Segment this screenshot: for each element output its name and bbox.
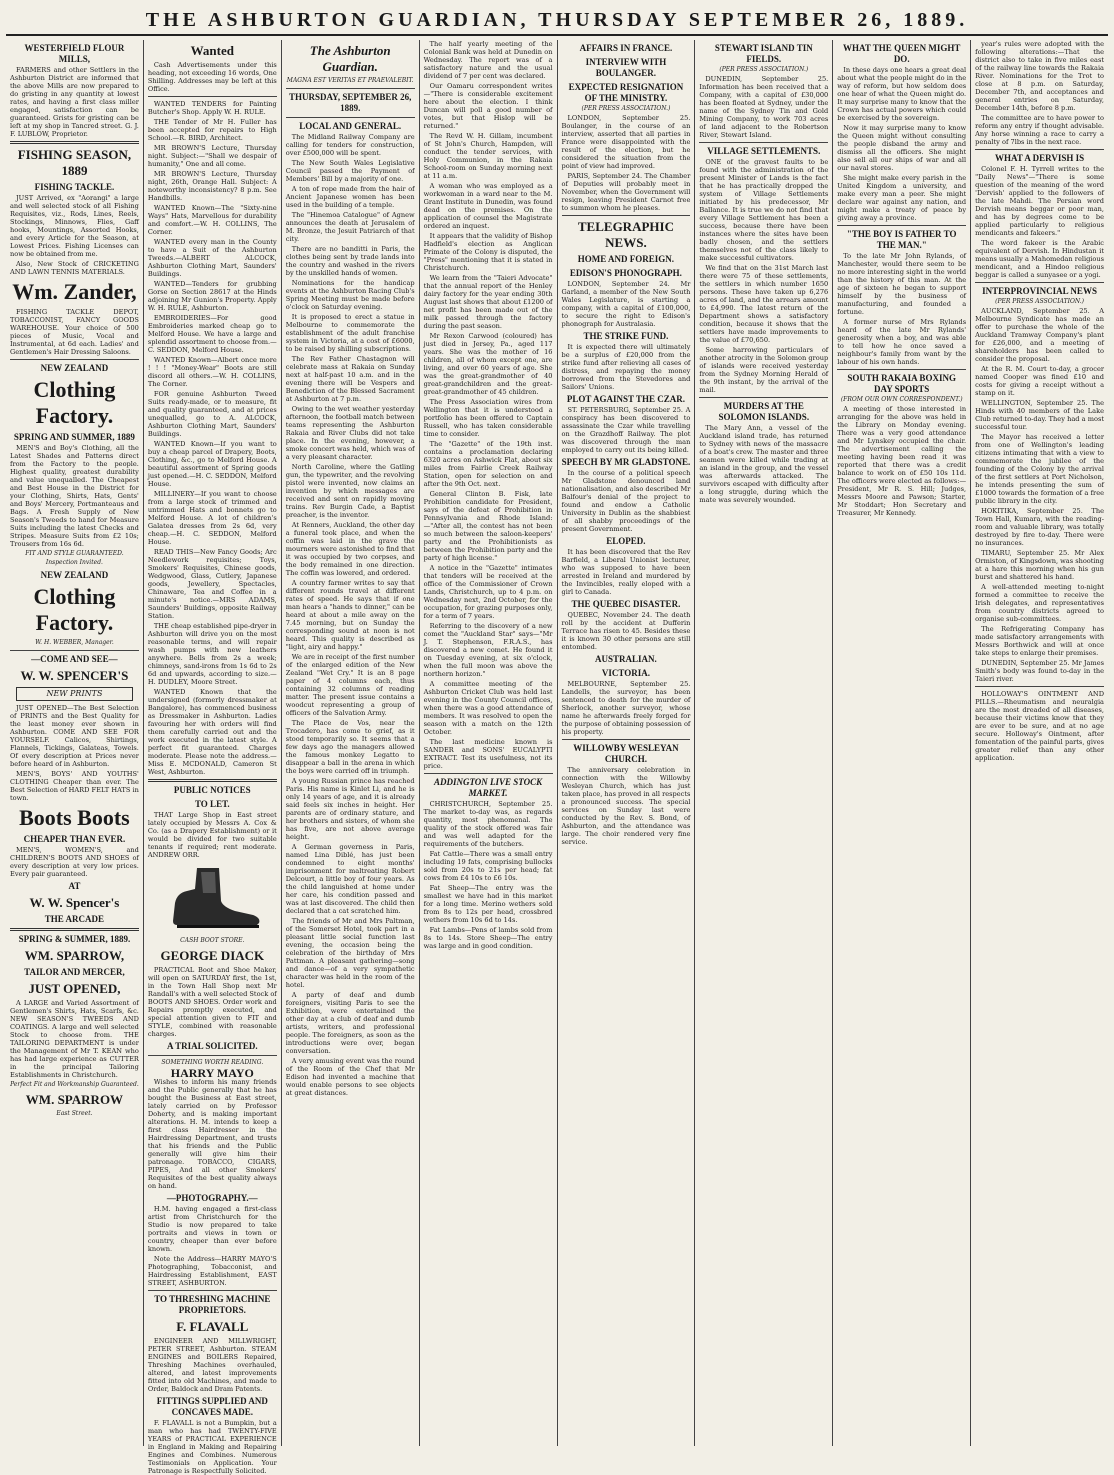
village-heading: VILLAGE SETTLEMENTS. [707,146,821,156]
divider [286,117,415,118]
news-item: It has been discovered that the Rev Barfield, a Liberal Unionist lecturer, who was supposed to have been arrested in Ireland and murdered by the Invincibles, really eloped with a girl to Canada. [561,548,691,596]
zander-name: Wm. Zander, [12,279,137,304]
news-item: General Clinton B. Fisk, late Prohibition candidate for President, says of the defeat of Prohibition in Pennsylvania and Rhode Island:—"After all, the contest has not been so much between the saloon-keepers' party and the Prohibitionists as between the Prohibition party and the party of high license." [423,490,553,562]
affairs-france-heading: AFFAIRS IN FRANCE. [579,43,673,53]
press-association: (PER PRESS ASSOCIATION.) [995,298,1084,305]
news-item: A well-attended meeting to-night formed a committee to receive the Irish delegates, and representatives from country districts agreed to organise sub-committees. [975,583,1104,623]
flour-mills-heading: WESTERFIELD FLOUR MILLS, [24,43,125,64]
sports-heading: SOUTH RAKAIA BOXING DAY SPORTS [847,373,956,394]
news-item: There are no banditti in Paris, the clothes being sent by trade lands into the country and washed in the rivers by the unskilled hands of women. [285,245,415,277]
mens-clothing-text: MEN'S and Boy's Clothing, all the Latest Shades and Patterns direct from the Factory to the people. Highest quality, greatest durability and value unequalled. The Cheapest and Best House in the District for your Clothing, Shirts, Hats, Gents' and Boys' Mercery, Portmanteaus and Bags. A Fresh Supply of New Season's Tweeds to hand for Measure Suits including the latest Checks and Stripes. Measure Suits from £2 10s; Trousers from 16s 6d. [10,444,139,548]
public-notices-heading: PUBLIC NOTICES [173,785,251,795]
news-item: A very amusing event was the round of the Room of the Chef that Mr Edison had invented a machine that would enable persons to see objects at great distances. [285,1057,415,1097]
article-paragraph: ONE of the gravest faults to be found with the administration of the present Minister of Lands is the fact that he has practically dropped the system of Village Settlements initiated by his predecessor, Mr Ballance. It is true we do not find that every Village Settlement has been a success, because there have been instances where the sites have been badly chosen, and the settlers themselves not of the class likely to make successful cultivators. [699,158,829,262]
news-item: The New South Wales Legislative Council passed the Payment of Members' Bill by a majority of one. [285,159,415,183]
divider [286,88,415,89]
clothing-factory-heading-2: Clothing Factory. [33,584,116,635]
news-item: The "Hinemoa Catalogue" of Agnew announces the death at Jerusalem of M. Bronze, the Jesuit Patriarch of that city. [285,211,415,243]
wanted-ad-12: MILLINERY—If you want to choose from a large stock of trimmed and untrimmed Hats and bonnets go to Melford House. A lot of children's Galatea dresses from 2s 6d, very cheap.—H. C. SEDDON, Melford House. [147,490,277,546]
spring-summer-heading: SPRING AND SUMMER, 1889 [13,432,135,442]
murders-heading: MURDERS AT THE SOLOMON ISLANDS. [718,401,810,422]
article-paragraph: Some harrowing particulars of another atrocity in the Solomon group of islands were received yesterday from the Sydney Morning Herald of the 9th instant, by the arrival of the mail. [699,346,829,394]
article-paragraph: year's rules were adopted with the following alterations:—That the district also to take in five miles east of the railway line towards the Rakaia River. Nominations for the Trot to close at 8 p.m. on Saturday, December 7th, and acceptances and general entries on Saturday, December 14th, before 8 p.m. [975,40,1104,112]
flavall-name: F. FLAVALL [176,1319,249,1334]
gladstone-heading: SPEECH BY MR GLADSTONE. [561,457,691,467]
divider [148,779,277,782]
fittings-heading: FITTINGS SUPPLIED AND CONCAVES MADE. [156,1396,268,1417]
wanted-ad-1: WANTED TENDERS for Painting Butcher's Shop. Apply W. H. RULE. [147,100,277,116]
quebec-heading: THE QUEBEC DISASTER. [571,599,681,609]
flour-mills-text: FARMERS and other Settlers in the Ashburton District are informed that the above Mills are now prepared to do gristing in any quantity at lowest rates, and having a first class miller engaged, satisfaction can be guaranteed. Grists for gristing can be left at my shop in Tancred street. G. J. F. LUBLOW, Proprietor. [10,66,139,138]
news-item: It appears that the validity of Bishop Hadfield's election as Anglican Primate of the Colony is disputed, the "Press" mentioning that it is stated in Christchurch. [423,232,553,272]
diack-text: PRACTICAL Boot and Shoe Maker, will open on SATURDAY first, the 1st, in the Town Hall Shop next Mr Randall's with a well selected Stock of BOOTS AND SHOES. Order work and Repairs promptly executed, and special attention given to FIT and STYLE, combined with reasonable charges. [147,966,277,1038]
news-item: A party of deaf and dumb foreigners, visiting Paris to see the Exhibition, were entertained the other day at a club of deaf and dumb artists, writers, and professional people. The foreigners, as soon as the introductions were over, began conversation. [285,991,415,1055]
fishing-tackle-text: JUST Arrived, ex "Aorangi" a large and well selected stock of all Fishing Requisites, viz., Rods, Lines, Reels, Stockings, Minnows, Flies, Gaff hooks, Mountings, Assorted Hooks, and every Article for the Season, at Lowest Prices. Fishing Licenses can now be obtained from me. [10,194,139,258]
wanted-ad-8: EMBROIDERIES—For good Embroideries marked cheap go to Melford House. We have a large and splendid assortment to choose from.—C. SEDDON, Melford House. [147,314,277,354]
diack-name: GEORGE DIACK [160,948,265,963]
wanted-ad-6: WANTED every man in the County to have a Suit of the Ashburton Tweeds.—ALBERT ALCOCK, Ashburton Clothing Mart, Saunders' Buildings. [147,238,277,278]
column-8 [971,40,1108,1446]
news-item: The Midland Railway Company are calling for tenders for construction, over £500,000 will be spent. [285,133,415,157]
paper-name: The Ashburton Guardian. [309,43,391,74]
news-item: Our Oamaru correspondent writes—"There is considerable excitement here about the election. I think Duncan will poll a good number of votes, but that Hislop will be returned." [423,82,553,130]
column-3 [282,40,420,1446]
wanted-ad-5: WANTED Known—The "Sixty-nine Ways" Hats, Marvellous for durability and comfort.—W. H. COLLINS, The Corner. [147,204,277,236]
addington-heading: ADDINGTON LIVE STOCK MARKET. [433,777,543,798]
perfect-fit: Perfect Fit and Workmanship Guaranteed. [10,1081,139,1088]
clothing-factory-heading: Clothing Factory. [33,377,116,428]
news-item: A woman who was employed as a workwoman in a ward near to the M. Grant Institute in Dunedin, was found dead on the premises. On the application of counsel the Magistrate ordered an inquest. [423,182,553,230]
divider [10,650,139,651]
news-item: The "Gazette" of the 19th inst. contains a proclamation declaring 6320 acres on Ashwick Flat, about six miles from Fairlie Creek Railway Station, open for selection on and after the 9th Oct. next. [423,440,553,488]
to-let-text: THAT Large Shop in East street lately occupied by Messrs A. Cox & Co. (as a Drapery Establishment) or it would be divided for two suitable tenants if required; rent moderate. ANDREW ORR. [147,811,277,859]
divider [562,739,691,740]
article-paragraph: A former nurse of Mrs Rylands heard of the late Mr Rylands' generosity when a boy, and was able to tell how he once saved a neighbour's family from want by the labour of his own hands. [837,318,967,366]
nz-heading: NEW ZEALAND [40,363,109,373]
news-item: DUNEDIN, September 25. Information has been received that a Company, with a capital of £30,000 has been floated at Sydney, under the name of the Sydney Tin and Gold Mining Company, to work 703 acres of land adjacent to the Robertson River, Stewart Island. [699,75,829,139]
divider [975,149,1104,150]
news-item: It is proposed to erect a statue in Melbourne to commemorate the establishment of the adult franchise system in Victoria, at a cost of £6000, to be raised by shilling subscriptions. [285,313,415,353]
sparrow-text: A LARGE and Varied Assortment of Gentlemen's Shirts, Hats, Scarfs, &c. NEW SEASON'S TWEEDS AND COATINGS. A large and well selected Stock to choose from. THE TAILORING DEPARTMENT is under the Management of Mr T. KEAN who has had large experience as CUTTER in the principal Tailoring Establishments in Christchurch. [10,999,139,1079]
queen-heading: WHAT THE QUEEN MIGHT DO. [843,43,961,64]
divider [837,369,966,370]
manager-name: W. H. WEBBER, Manager. [35,639,114,646]
flavall-text: ENGINEER AND MILLWRIGHT, PETER STREET, Ashburton. STEAM ENGINES and BOILERS Repaired, Threshing Machines overhauled, altered, and latest improvements fitted into old Machines, and made to Order, Baldock and Dram Patents. [147,1337,277,1393]
cricket-text: Also, New Stock of CRICKETING AND LAWN TENNIS MATERIALS. [10,260,139,276]
news-item: PARIS, September 24. The Chamber of Deputies will probably meet in November, when the Government will resign, leaving President Carnot free to summon whom he pleases. [561,172,691,212]
article-paragraph: A meeting of those interested in arranging for the above was held in the Library on Monday evening. There was a very good attendance and Mr Lynskey occupied the chair. The advertisement calling the meeting having been read it was reported that there was a credit balance to work on of £50 10s 11d. The officers were elected as follows:—President, Mr R. S. Hill; Judges, Messrs Moore and Pawson; Starter, Mr Stoddart; Hon Secretary and Treasurer, Mr Kennedy. [837,405,967,517]
fishing-season-heading: FISHING SEASON, 1889 [17,147,132,178]
article-paragraph: The Mary Ann, a vessel of the Auckland island trade, has returned to Sydney with news of the massacre of a boat's crew. The master and three seamen were killed while trading at an island in the group, and the vessel was afterwards attacked. The survivors escaped with difficulty after a long struggle, during which the mate was severely wounded. [699,424,829,504]
news-item: MELBOURNE, September 25. Landells, the surveyor, has been sentenced to death for the murder of Sherlock, another surveyor, whose name he afterwards freely forged for the purpose of obtaining possession of his property. [561,680,691,736]
article-paragraph: To the late Mr John Rylands, of Manchester, would there seem to be no more interesting sight in the world than the history of this man. At the age of sixteen he began to support himself by the business of manufacturing, and founded a fortune. [837,252,967,316]
at-label: AT [68,881,81,891]
news-item: The Place de Vos, near the Trocadero, has come to grief, as it stood temporarily so. It seems that a few days ago the managers allowed the famous monkey Legatto to disappear a ball in the arena in which the boys were carried off in triumph. [285,719,415,775]
news-item: The Revd W. H. Gillam, incumbent of St John's Church, Hampden, will conduct the tender services, with Holy Communion, in the Rakaia School-room on Sunday morning next at 11 a.m. [423,132,553,180]
to-let-heading: TO LET. [194,799,230,809]
masthead [6,6,1108,36]
wanted-heading: Wanted [190,43,234,58]
news-item: At Renners, Auckland, the other day a funeral took place, and when the coffin was laid in the grave the mourners were astonished to find that it was occupied by two corpses, and the body remained in one direction. The coffin was lowered, and ordered. [285,521,415,577]
news-item: HOKITIKA, September 25. The Town Hall, Kumara, with the reading-room and valuable library, was totally destroyed by fire to-day. There were no insurances. [975,507,1104,547]
column-7 [833,40,971,1446]
divider [10,359,139,360]
article-paragraph: In these days one hears a great deal about what the people might do in the way of reform, but how seldom does one hear of what the Queen might do. It may surprise many to know that the Crown has actual powers which could be exercised by the sovereign. [837,66,967,122]
article-paragraph: The committee are to have power to reform any entry if thought advisable. Any horse winning a race to carry a penalty of 7lbs in the next race. [975,114,1104,146]
wanted-ad-2: THE Tender of Mr H. Fuller has been accepted for repairs to High School.—R. BIRD, Architect. [147,118,277,142]
boots-heading: Boots Boots [19,805,130,830]
issue-date: THURSDAY, SEPTEMBER 26, 1889. [289,92,412,113]
divider [699,142,828,143]
news-item: The Refrigerating Company has made satisfactory arrangements with Messrs Borthwick and will at once take steps to enlarge their premises. [975,625,1104,657]
zander-text: FISHING TACKLE DEPOT, TOBACCONIST, FANCY GOODS WAREHOUSE. Your choice of 500 pieces of Music, Vocal and Instrumental, at 6d each. Ladies' and Gentlemen's Hair Dressing Saloons. [10,308,139,356]
mayo-text: Wishes to inform his many friends and the Public generally that he has bought the Business at East street, lately carried on by Professor Doherty, and is making important alterations. H. M. intends to keep a first class Hairdresser in the Hairdressing Department, and trusts that his friends and the Public generally will give him their patronage. TOBACCO, CIGARS, PIPES, And all other Smokers' Requisites of the best quality always on hand. [147,1078,277,1190]
interprovincial-heading: INTERPROVINCIAL NEWS [982,286,1097,296]
market-item: Fat Lambs—Pens of lambs sold from 8s to 14s. Store Sheep—The entry was large and in good condition. [423,926,553,950]
just-opened-heading: JUST OPENED, [28,981,121,996]
boot-illustration [157,863,267,933]
wanted-ad-7: WANTED—Tenders for grubbing Gorse on Section 28617 at the Hinds adjoining Mr Gunion's Property. Apply W. H. RULE, Ashburton. [147,280,277,312]
divider [148,1055,277,1056]
interview-heading: INTERVIEW WITH BOULANGER. [585,57,667,78]
news-item: Mr Rexon Carwood (coloured) has just died in Jersey, Pa., aged 117 years. She was the mother of 16 children, all of whom except one, are living, and over 60 years of age. She was the great-grandmother of 40 great-grandchildren and the great-great-grandmother of 45 children. [423,332,553,396]
cheaper-heading: CHEAPER THAN EVER. [23,834,126,844]
divider [975,686,1104,687]
mayo-address: Note the Address—HARRY MAYO'S Photographing, Tobacconist, and Hairdressing Establishment, EAST STREET, ASHBURTON. [147,1255,277,1287]
divider [10,141,139,144]
news-item: TIMARU, September 25. Mr Alex Ormiston, of Kingsdown, was shooting at a hare this morning when his gun burst and shattered his hand. [975,549,1105,581]
home-foreign-heading: HOME AND FOREIGN. [577,254,675,264]
news-item: A ton of rope made from the hair of Ancient Japanese women has been used in the building of a temple. [285,185,415,209]
column-2 [144,40,282,1475]
divider [148,1290,277,1291]
fit-guarantee: FIT AND STYLE GUARANTEED. [25,550,124,557]
column-1 [6,40,144,1446]
divider [562,215,691,216]
news-item: Owing to the wet weather yesterday afternoon, the football match between teams representing the Ashburton Rakaia and River Clubs did not take place. In the evening, however, a smoke concert was held, which was of a very pleasant character. [285,405,415,461]
cash-ads-text: Cash Advertisements under this heading, not exceeding 16 words, One Shilling. Addresses may be left at this Office. [147,61,277,93]
czar-heading: PLOT AGAINST THE CZAR. [566,394,685,404]
article-paragraph: She might make every parish in the United Kingdom a university, and make every man a peer. She might declare war against any nation, and might make a treaty of peace by giving away a province. [837,174,967,222]
strike-heading: THE STRIKE FUND. [583,331,669,341]
press-association: (PER PRESS ASSOCIATION.) [719,66,809,73]
wanted-ad-10: FOR genuine Ashburton Tweed Suits ready-made, or to measure, fit and quality guaranteed, and at prices unequalled, go to A. ALCOCK, Ashburton Clothing Mart, Saunders' Buildings. [147,390,277,438]
eloped-heading: ELOPED. [606,536,646,546]
stewart-heading: STEWART ISLAND TIN FIELDS. [714,43,813,64]
sparrow-name: WM. SPARROW, [24,948,125,963]
nz-heading-2: NEW ZEALAND [40,570,109,580]
own-correspondent: (FROM OUR OWN CORRESPONDENT.) [840,396,963,403]
local-general-heading: LOCAL AND GENERAL. [299,121,402,131]
news-item: A young Russian prince has reached Paris. His name is Kinlet Li, and he is only 14 years of age, and it is already said feels six inches in height. Her parents are of ordinary stature, and her brothers and sisters, of whom she has five, are not above average height. [285,777,415,841]
divider [837,225,966,226]
news-item: A German governess in Paris, named Lina Diblé, has just been condemned to eight months' imprisonment for maltreating Robert Delcourt, a little boy of four years. As the child languished at home under her care, his condition passed and was at last discovered. The child then declared that a cat scratched him. [285,843,415,915]
divider [10,928,139,931]
spencer-name: W. W. SPENCER'S [20,668,129,683]
press-association: (PER PRESS ASSOCIATION.) [581,105,671,112]
news-item: ST. PETERSBURG, September 25. A conspiracy has been discovered to assassinate the Czar while travelling on the Grazdhoff Railway. The plot was discovered through the man employed to carry out its being killed. [561,406,691,454]
news-item: The friends of Mr and Mrs Paltman, of the Somerset Hotel, took part in a pleasant little social function last evening, the occasion being the celebration of the birthday of Mrs Pattman. A pleasant gathering—song and dance—of a very sympathetic character was held in the room of the hotel. [285,917,415,989]
column-5 [558,40,696,1446]
article-paragraph: Colonel F. H. Tyrrell writes to the "Daily News"—"There is some question of the meaning of the word 'Dervish' applied to the followers of the late Mahdi. The Persian word Dervish means beggar or poor man, and has by degrees come to be applied particularly to religious mendicants and fakeers." [975,165,1104,237]
photography-text: H.M. having engaged a first-class artist from Christchurch for the Studio is now prepared to take portraits and views in town or country, cheaper than ever before known. [147,1205,277,1253]
news-item: AUCKLAND, September 25. A Melbourne Syndicate has made an offer to purchase the whole of the Auckland Tramway Company's plant for £26,000, and a meeting of shareholders has been called to consider the proposal. [975,307,1104,363]
dervish-heading: WHAT A DERVISH IS [994,153,1085,163]
paper-motto: MAGNA EST VERITAS ET PRAEVALEBIT. [286,77,414,84]
willowby-heading: WILLOWBY WESLEYAN CHURCH. [573,743,679,764]
news-item: A country farmer writes to say that different rounds travel at different rates of speed. He says that if one man hears a "hands to dinner," can be heard at about a mile away on the 7.45 morning, but on Sunday the corresponding sound at noon is not heard. This quality is described as "light, airy and happy." [285,579,415,651]
market-item: Fat Cattle—There was a small entry including 19 fats, comprising bullocks sold from 20s to 21s per head; fat cows from £4 10s to £6 10s. [423,850,553,882]
threshing-heading: TO THRESHING MACHINE PROPRIETORS. [154,1294,271,1315]
article-paragraph: The word fakeer is the Arabic equivalent of Dervish. In Hindustan it means usually a Mahomedan religious mendicant, and a Hindoo religious beggar is called a sunyasee or a yogi. [975,239,1104,279]
trial-solicited: A TRIAL SOLICITED. [167,1041,258,1051]
news-item: North Caroline, where the Gatling gun, the typewriter, and the revolving pistol were invented, now claims an invention by which messages are received and sent on rapidly moving trains. Rev Burgin Cade, a Baptist preacher, is the inventor. [285,463,415,519]
market-item: CHRISTCHURCH, September 25. The market to-day was, as regards quantity, most phenomenal. The quality of the stock offered was fair and was well adapted for the requirements of the butchers. [423,800,553,848]
news-item: LONDON, September 25. Boulanger, in the course of an interview, asserted that all parties in France were disappointed with the result of the election, but he considered the situation from the point of view had improved. [561,114,691,170]
divider [148,96,277,97]
telegraphic-heading: TELEGRAPHIC NEWS. [577,219,674,250]
news-item: The half yearly meeting of the Colonial Bank was held at Dunedin on Wednesday. The report was of a satisfactory nature and the usual dividend of 7 per cent was declared. [423,40,553,80]
mens-boys-text: MEN'S, BOYS' AND YOUTHS' CLOTHING Cheaper than ever. The Best Selection of HARD FELT HATS in town. [10,770,139,802]
boy-father-heading: "THE BOY IS FATHER TO THE MAN." [846,229,957,250]
flavall-text-2: F. FLAVALL is not a Bumpkin, but a man who has had TWENTY-FIVE YEARS of PRACTICAL EXPERIENCE in England in Making and Repairing Engines and Combines. Numerous Testimonials on Application. Your Patronage is Respectfully Solicited. [147,1419,277,1475]
news-item: The Mayor has received a letter from one of Wellington's leading citizens intimating that with a view to commemorate the jubilee of the founding of the Colony by the arrival of the first settlers at Port Nicholson, he intends presenting the sum of £1000 towards the formation of a free public library in the city. [975,433,1104,505]
prints-text: JUST OPENED—The Best Selection of PRINTS and the Best Quality for the least money ever shown in Ashburton. COME AND SEE FOR YOURSELF. Calicos, Shirtings, Flannels, Tickings, Galateas, Towels. Of every description at Prices never before heard of in Ashburton. [10,704,139,768]
wanted-ad-4: MR BROWN'S Lecture, Thursday night, 26th, Orange Hall. Subject: A noteworthy inconsistency? 8 p.m. See Handbills. [147,170,277,202]
page-columns [6,40,1108,1475]
article-paragraph: Now it may surprise many to know the Queen might without consulting the people disband the army and dismiss all the officers. She might also sell all our ships of war and all our naval stores. [837,124,967,172]
new-prints-box: NEW PRINTS [16,687,133,701]
spencer-name-2: W. W. Spencer's [29,895,120,910]
divider [699,397,828,398]
tailor-heading: TAILOR AND MERCER, [24,967,125,977]
wanted-ad-3: MR BROWN'S Lecture, Thursday night. Subject:—"Shall we despair of humanity," One and all come. [147,144,277,168]
wanted-ad-9: WANTED Known—Albert once more ! ! ! "Money-Wear" Boots are still discord all others.—W. H. COLLINS, The Corner. [147,356,277,388]
cash-boot-store: CASH BOOT STORE. [180,937,245,944]
fishing-tackle-heading: FISHING TACKLE. [34,182,115,192]
resignation-heading: EXPECTED RESIGNATION OF THE MINISTRY. [568,82,684,103]
news-item: The Press Association wires from Wellington that it is understood a portfolio has been offered to Captain Russell, who has taken considerable time to consider. [423,398,553,438]
victoria-heading: VICTORIA. [601,668,650,678]
news-item: At the R. M. Court to-day, a grocer named Cooper was fined £10 and costs for giving a receipt without a stamp on it. [975,365,1104,397]
article-paragraph: We find that on the 31st March last there were 75 of these settlements, the settlers in which number 1650 persons. These have taken up 6,276 acres of land, and the arrears amount to £4,990. The latest return of the Department shows a satisfactory condition, because it shows that the settlers have made improvements to the value of £70,650. [699,264,829,344]
mayo-name: HARRY MAYO [170,1066,254,1080]
australian-heading: AUSTRALIAN. [595,654,657,664]
news-item: QUEBEC, November 24. The death roll by the accident at Dufferin Terrace has risen to 45. Besides these it is known 30 other persons are still entombed. [561,611,691,651]
come-and-see: —COME AND SEE— [31,654,118,664]
divider [424,773,553,774]
column-4 [420,40,558,1446]
news-item: We are in receipt of the first number of the enlarged edition of the New Zealand "Wet Cry." It is an 8 page paper of 4 columns each, thus containing 32 columns of reading matter. The present issue contains a woodcut representing a group of officers of the Salvation Army. [285,653,415,717]
news-item: DUNEDIN, September 25. Mr James Smith's body was found to-day in the Taieri river. [975,659,1104,683]
news-item: A notice in the "Gazette" intimates that tenders will be received at the office of the Commissioner of Crown Lands, Christchurch, up to 4 p.m. on Wednesday next, 2nd October, for the occupation, for grazing purposes only, for a term of 7 years. [423,564,553,620]
holloway-ad: HOLLOWAY'S OINTMENT AND PILLS.—Rheumatism and neuralgia are the most dreaded of all diseases, because their victims know that they are ever to be sure, and at no age secure. Holloway's Ointment, after fomentation of the painful parts, gives greater relief than any other application. [975,690,1104,762]
news-item: LONDON, September 24. Mr Garland, a member of the New South Wales Legislature, is starting a company, with a capital of £100,000, to secure the right to Edison's phonograph for Australasia. [561,280,691,328]
wanted-ad-14: THE cheap established pipe-dryer in Ashburton will drive you on the most reasonable terms, and will repair wash pumps with new leathers anywhere. Bells from 2s a week; chimneys, sand-irons from 1s 6d to 2s 6d and upwards, according to size.—H. DUDLEY, Moore Street. [147,622,277,686]
news-item: A committee meeting of the Ashburton Cricket Club was held last evening in the County Council offices, when there was a good attendance of members. It was resolved to open the season with a match on the 12th October. [423,680,553,736]
news-item: In the course of a political speech Mr Gladstone denounced land nationalisation, and also described Mr Balfour's denial of the project to found and endow a Catholic University in Dublin as the shabbiest of all shabby proceedings of the present Government. [561,469,691,533]
edison-heading: EDISON'S PHONOGRAPH. [569,268,682,278]
news-item: The anniversary celebration in connection with the Willowby Wesleyan Church, which has just taken place, has proved in all respects a pronounced success. The special services on Sunday last were conducted by the Rev. S. Bond, of Ashburton, and the attendance was large. The choir rendered very fine service. [561,766,691,846]
east-street: East Street. [56,1110,93,1117]
arcade-label: THE ARCADE [44,914,105,924]
newspaper-title: THE ASHBURTON GUARDIAN, THURSDAY SEPTEMBER 26, 1889. [145,8,969,31]
wanted-ad-13: READ THIS—New Fancy Goods; Arc Needlework requisites; Toys, Smokers' Requisites, Chinese goods, Wedgwood, Glass, Cutlery, Japanese goods, Jewellery, Spectacles, Chinaware, Tea and Coffee in a minute's notice.—MRS ADAMS, Saunders' Buildings, opposite Railway Station. [147,548,277,620]
news-item: The Rev Father Chastagnon will celebrate mass at Rakaia on Sunday next at half-past 10 a.m. and in the evening there will be Vespers and Benediction of the Blessed Sacrament at Ashburton at 7 p.m. [285,355,415,403]
sparrow-name-2: WM. SPARROW [25,1092,124,1107]
news-item: WELLINGTON, September 25. The Hinds with 40 members of the Lake Club returned to-day. They had a most successful tour. [975,399,1104,431]
worth-reading: SOMETHING WORTH READING. [161,1059,264,1066]
boots-text: MEN'S, WOMEN'S, and CHILDREN'S BOOTS AND SHOES of every description at very low prices. Every pair guaranteed. [10,846,139,878]
photography-heading: —PHOTOGRAPHY.— [166,1193,258,1203]
news-item: It is expected there will ultimately be a surplus of £20,000 from the strike fund after relieving all cases of distress, and repaying the money borrowed from the Stevedores and Sailors' Unions. [561,343,691,391]
spring-summer-2: SPRING & SUMMER, 1889. [18,934,131,944]
news-item: Referring to the discovery of a new comet the "Auckland Star" says—"Mr J. T. Stephenson, F.R.A.S., has discovered a new comet. He found it on Tuesday evening, at six o'clock, when the full moon was above the northern horizon." [423,622,553,678]
column-6 [695,40,833,1446]
wanted-ad-15: WANTED Known that the undersigned (formerly dressmaker at Bangalore), has commenced business as Dressmaker in Ashburton. Ladies favouring her with orders will find them carefully carried out and the work executed in the latest style. A perfect fit guaranteed. Charges moderate. Please note the address.—Miss E. MCDONALD, Cameron St West, Ashburton. [147,688,277,776]
wanted-ad-11: WANTED Known—If you want to buy a cheap parcel of Drapery, Boots, Clothing, &c., go to Melford House. A beautiful assortment of Spring goods just opened.—H. C. SEDDON, Melford House. [147,440,277,488]
inspection-invited: Inspection Invited. [45,559,103,566]
news-item: We learn from the "Taieri Advocate" that the annual report of the Henley dairy factory for the year ending 30th August last shows that about £1200 of net profit has been made out of the milk passed through the factory during the past season. [423,274,553,330]
market-item: Fat Sheep—The entry was the smallest we have had in this market for a long time. Merino wethers sold from 8s to 12s per head, crossbred wethers from 10s 6d to 14s. [423,884,553,924]
divider [975,282,1104,283]
news-item: The last medicine known is SANDER and SONS' EUCALYPTI EXTRACT. Test its usefulness, not its price. [423,738,553,770]
news-item: Nominations for the handicap events at the Ashburton Racing Club's Spring Meeting must be made before o'clock on Saturday evening. [285,279,415,311]
